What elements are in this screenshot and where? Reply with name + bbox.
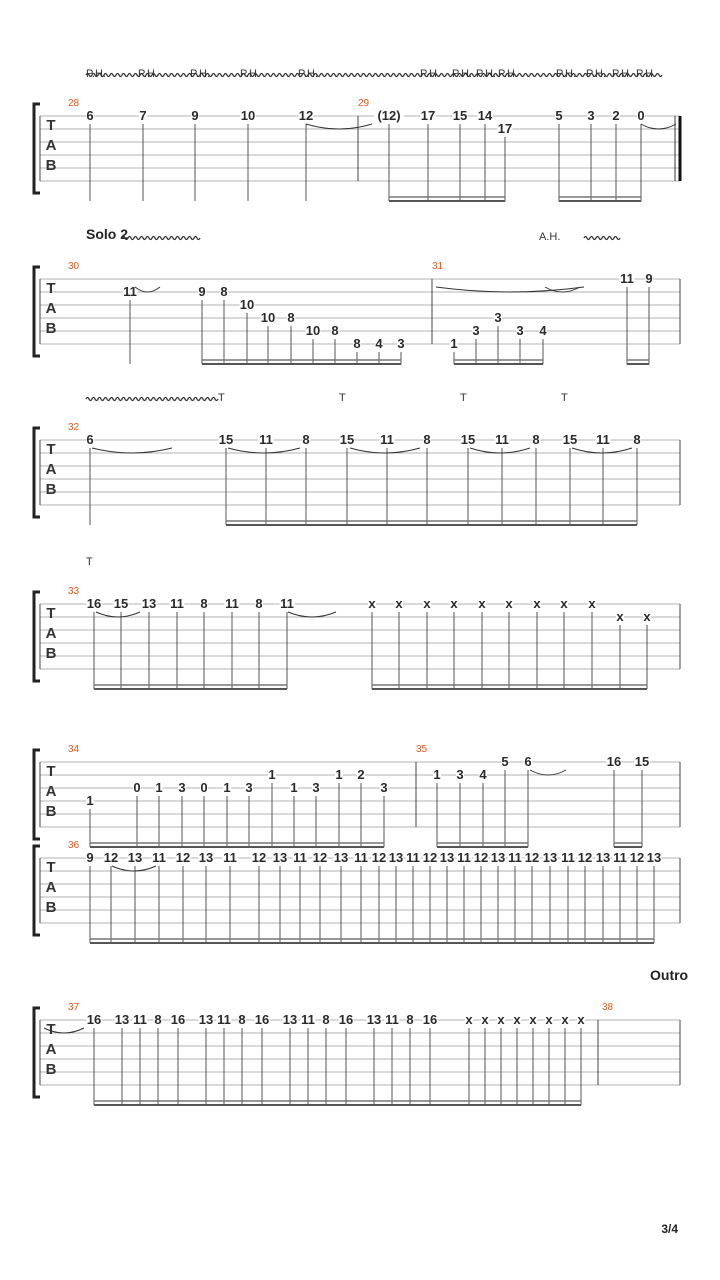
fret-number: 0 xyxy=(133,780,141,795)
technique-annotation: P.H. xyxy=(190,68,210,80)
fret-number: 11 xyxy=(380,432,394,447)
technique-annotation: P.H. xyxy=(556,68,576,80)
fret-number: 11 xyxy=(225,596,239,611)
tab-clef-letter: A xyxy=(45,137,57,154)
system-bracket xyxy=(34,750,40,839)
fret-number: 12 xyxy=(524,850,540,865)
technique-annotation: A.H. xyxy=(539,231,561,243)
fret-number: x xyxy=(368,596,376,611)
vibrato-mark xyxy=(86,398,218,401)
fret-number: 11 xyxy=(152,850,166,865)
fret-number: 14 xyxy=(477,108,493,123)
fret-number: 13 xyxy=(141,596,157,611)
fret-number: x xyxy=(643,609,651,624)
fret-number: 8 xyxy=(302,432,310,447)
fret-number: 16 xyxy=(86,1012,102,1027)
tie-arc xyxy=(436,287,584,292)
fret-number: 8 xyxy=(200,596,208,611)
section-label: Solo 2 xyxy=(86,226,129,242)
fret-number: 12 xyxy=(103,850,119,865)
fret-number: 9 xyxy=(645,271,653,286)
fret-number: 8 xyxy=(406,1012,414,1027)
measure-number: 28 xyxy=(68,98,80,109)
fret-number: 1 xyxy=(223,780,231,795)
measure-number: 38 xyxy=(602,1002,614,1013)
fret-number: 13 xyxy=(595,850,611,865)
fret-number: 13 xyxy=(646,850,662,865)
fret-number: (12) xyxy=(377,108,401,123)
fret-number: 5 xyxy=(555,108,563,123)
technique-annotation: P.H. xyxy=(138,68,158,80)
tab-clef-letter: A xyxy=(45,783,57,800)
technique-annotation: P.H. xyxy=(636,68,656,80)
fret-number: 4 xyxy=(479,767,487,782)
fret-number: 11 xyxy=(620,271,634,286)
fret-number: 8 xyxy=(220,284,228,299)
tab-clef-letter: A xyxy=(45,879,57,896)
vibrato-mark xyxy=(584,237,620,240)
fret-number: 16 xyxy=(338,1012,354,1027)
fret-number: 8 xyxy=(154,1012,162,1027)
tab-clef-letter: T xyxy=(46,441,56,458)
fret-number: 8 xyxy=(331,323,339,338)
fret-number: 6 xyxy=(524,754,532,769)
fret-number: x xyxy=(533,596,541,611)
fret-number: 3 xyxy=(516,323,524,338)
fret-number: 1 xyxy=(155,780,163,795)
fret-number: 13 xyxy=(388,850,404,865)
fret-number: 11 xyxy=(301,1012,315,1027)
fret-number: 13 xyxy=(333,850,349,865)
fret-number: 11 xyxy=(133,1012,147,1027)
fret-number: 8 xyxy=(633,432,641,447)
fret-number: 3 xyxy=(312,780,320,795)
tab-clef-letter: A xyxy=(45,1041,57,1058)
fret-number: 16 xyxy=(170,1012,186,1027)
fret-number: 16 xyxy=(422,1012,438,1027)
technique-annotation: P.H. xyxy=(452,68,472,80)
fret-number: 12 xyxy=(422,850,438,865)
fret-number: 1 xyxy=(290,780,298,795)
fret-number: 11 xyxy=(170,596,184,611)
system-bracket xyxy=(34,846,40,935)
system-bracket xyxy=(34,592,40,681)
fret-number: 11 xyxy=(406,850,420,865)
technique-annotation: T xyxy=(218,392,225,404)
fret-number: 11 xyxy=(217,1012,231,1027)
fret-number: 1 xyxy=(335,767,343,782)
fret-number: 3 xyxy=(178,780,186,795)
fret-number: 1 xyxy=(433,767,441,782)
tab-clef-letter: T xyxy=(46,280,56,297)
fret-number: 13 xyxy=(272,850,288,865)
fret-number: 4 xyxy=(539,323,547,338)
system-bracket xyxy=(34,267,40,356)
fret-number: 3 xyxy=(472,323,480,338)
fret-number: 9 xyxy=(191,108,199,123)
fret-number: 13 xyxy=(198,1012,214,1027)
fret-number: 4 xyxy=(375,336,383,351)
tab-clef-letter: T xyxy=(46,1021,56,1038)
tab-clef-letter: B xyxy=(45,157,57,174)
fret-number: 3 xyxy=(397,336,405,351)
fret-number: 9 xyxy=(86,850,94,865)
fret-number: x xyxy=(481,1012,489,1027)
fret-number: 3 xyxy=(587,108,595,123)
fret-number: 11 xyxy=(223,850,237,865)
tab-clef-letter: B xyxy=(45,645,57,662)
fret-number: 13 xyxy=(114,1012,130,1027)
measure-number: 29 xyxy=(358,98,370,109)
fret-number: 15 xyxy=(339,432,355,447)
fret-number: 12 xyxy=(298,108,314,123)
technique-annotation: T xyxy=(460,392,467,404)
tie-arc xyxy=(288,612,336,617)
technique-annotation: P.H. xyxy=(240,68,260,80)
technique-annotation: T xyxy=(561,392,568,404)
fret-number: 0 xyxy=(200,780,208,795)
technique-annotation: P.H. xyxy=(476,68,496,80)
fret-number: 13 xyxy=(282,1012,298,1027)
fret-number: 15 xyxy=(218,432,234,447)
tab-clef-letter: T xyxy=(46,605,56,622)
fret-number: 11 xyxy=(280,596,294,611)
fret-number: 8 xyxy=(322,1012,330,1027)
tab-clef-letter: T xyxy=(46,859,56,876)
fret-number: x xyxy=(395,596,403,611)
fret-number: 12 xyxy=(312,850,328,865)
fret-number: 17 xyxy=(497,121,513,136)
fret-number: 11 xyxy=(457,850,471,865)
fret-number: 16 xyxy=(86,596,102,611)
tab-clef-letter: A xyxy=(45,461,57,478)
fret-number: 10 xyxy=(239,297,255,312)
fret-number: x xyxy=(505,596,513,611)
tie-arc xyxy=(96,612,140,617)
tie-arc xyxy=(135,287,160,292)
tie-arc xyxy=(530,770,566,775)
fret-number: 16 xyxy=(254,1012,270,1027)
tab-clef-letter: B xyxy=(45,320,57,337)
fret-number: 11 xyxy=(495,432,509,447)
fret-number: 11 xyxy=(561,850,575,865)
fret-number: 10 xyxy=(305,323,321,338)
fret-number: 2 xyxy=(612,108,620,123)
fret-number: 12 xyxy=(371,850,387,865)
fret-number: x xyxy=(513,1012,521,1027)
fret-number: x xyxy=(478,596,486,611)
fret-number: 3 xyxy=(380,780,388,795)
fret-number: 15 xyxy=(634,754,650,769)
technique-annotation: P.H. xyxy=(612,68,632,80)
fret-number: 1 xyxy=(450,336,458,351)
system-bracket xyxy=(34,104,40,193)
system-bracket xyxy=(34,428,40,517)
fret-number: 7 xyxy=(139,108,147,123)
fret-number: x xyxy=(560,596,568,611)
fret-number: 17 xyxy=(420,108,436,123)
fret-number: 11 xyxy=(259,432,273,447)
tie-arc xyxy=(470,448,530,453)
fret-number: 8 xyxy=(255,596,263,611)
fret-number: 8 xyxy=(238,1012,246,1027)
measure-number: 31 xyxy=(432,261,444,272)
tab-clef-letter: A xyxy=(45,300,57,317)
fret-number: 13 xyxy=(439,850,455,865)
fret-number: 3 xyxy=(245,780,253,795)
technique-annotation: P.H. xyxy=(86,68,106,80)
fret-number: 11 xyxy=(596,432,610,447)
fret-number: 2 xyxy=(357,767,365,782)
tie-arc xyxy=(306,124,372,129)
fret-number: 11 xyxy=(354,850,368,865)
technique-annotation: P.H. xyxy=(586,68,606,80)
fret-number: x xyxy=(423,596,431,611)
fret-number: 8 xyxy=(353,336,361,351)
fret-number: 15 xyxy=(562,432,578,447)
fret-number: 12 xyxy=(629,850,645,865)
tab-clef-letter: T xyxy=(46,117,56,134)
tab-clef-letter: B xyxy=(45,481,57,498)
fret-number: 15 xyxy=(452,108,468,123)
fret-number: 11 xyxy=(385,1012,399,1027)
fret-number: 15 xyxy=(113,596,129,611)
fret-number: x xyxy=(616,609,624,624)
tab-clef-letter: B xyxy=(45,899,57,916)
fret-number: 8 xyxy=(532,432,540,447)
fret-number: 10 xyxy=(260,310,276,325)
tab-clef-letter: A xyxy=(45,625,57,642)
vibrato-mark xyxy=(122,237,200,240)
tie-arc xyxy=(641,124,676,129)
fret-number: 0 xyxy=(637,108,645,123)
tie-arc xyxy=(92,448,172,453)
fret-number: x xyxy=(588,596,596,611)
fret-number: x xyxy=(545,1012,553,1027)
fret-number: 9 xyxy=(198,284,206,299)
tie-arc xyxy=(228,448,300,453)
fret-number: 8 xyxy=(423,432,431,447)
fret-number: 13 xyxy=(542,850,558,865)
measure-number: 32 xyxy=(68,422,80,433)
technique-annotation: T xyxy=(339,392,346,404)
measure-number: 35 xyxy=(416,744,428,755)
fret-number: 5 xyxy=(501,754,509,769)
measure-number: 30 xyxy=(68,261,80,272)
measure-number: 33 xyxy=(68,586,80,597)
measure-number: 36 xyxy=(68,840,80,851)
fret-number: 11 xyxy=(508,850,522,865)
measure-number: 37 xyxy=(68,1002,80,1013)
fret-number: 6 xyxy=(86,432,94,447)
tab-clef-letter: B xyxy=(45,1061,57,1078)
fret-number: 6 xyxy=(86,108,94,123)
fret-number: 13 xyxy=(490,850,506,865)
fret-number: x xyxy=(529,1012,537,1027)
system-bracket xyxy=(34,1008,40,1097)
technique-annotation: P.H. xyxy=(498,68,518,80)
fret-number: 13 xyxy=(366,1012,382,1027)
tie-arc xyxy=(112,866,156,871)
fret-number: 11 xyxy=(293,850,307,865)
tab-clef-letter: B xyxy=(45,803,57,820)
fret-number: 13 xyxy=(198,850,214,865)
fret-number: 15 xyxy=(460,432,476,447)
fret-number: x xyxy=(497,1012,505,1027)
fret-number: x xyxy=(577,1012,585,1027)
tab-clef-letter: T xyxy=(46,763,56,780)
fret-number: 16 xyxy=(606,754,622,769)
fret-number: 12 xyxy=(577,850,593,865)
fret-number: x xyxy=(465,1012,473,1027)
fret-number: 3 xyxy=(456,767,464,782)
tie-arc xyxy=(572,448,632,453)
fret-number: 8 xyxy=(287,310,295,325)
technique-annotation: P.H. xyxy=(298,68,318,80)
technique-annotation: P.H. xyxy=(420,68,440,80)
fret-number: 13 xyxy=(127,850,143,865)
fret-number: x xyxy=(561,1012,569,1027)
page-number: 3/4 xyxy=(661,1222,678,1236)
fret-number: 11 xyxy=(613,850,627,865)
fret-number: 12 xyxy=(473,850,489,865)
technique-annotation: T xyxy=(86,556,93,568)
measure-number: 34 xyxy=(68,744,80,755)
fret-number: 12 xyxy=(251,850,267,865)
fret-number: 11 xyxy=(123,284,137,299)
fret-number: 12 xyxy=(175,850,191,865)
tie-arc xyxy=(350,448,420,453)
fret-number: 10 xyxy=(240,108,256,123)
fret-number: 3 xyxy=(494,310,502,325)
fret-number: 1 xyxy=(268,767,276,782)
fret-number: 1 xyxy=(86,793,94,808)
section-label: Outro xyxy=(650,967,689,983)
fret-number: x xyxy=(450,596,458,611)
